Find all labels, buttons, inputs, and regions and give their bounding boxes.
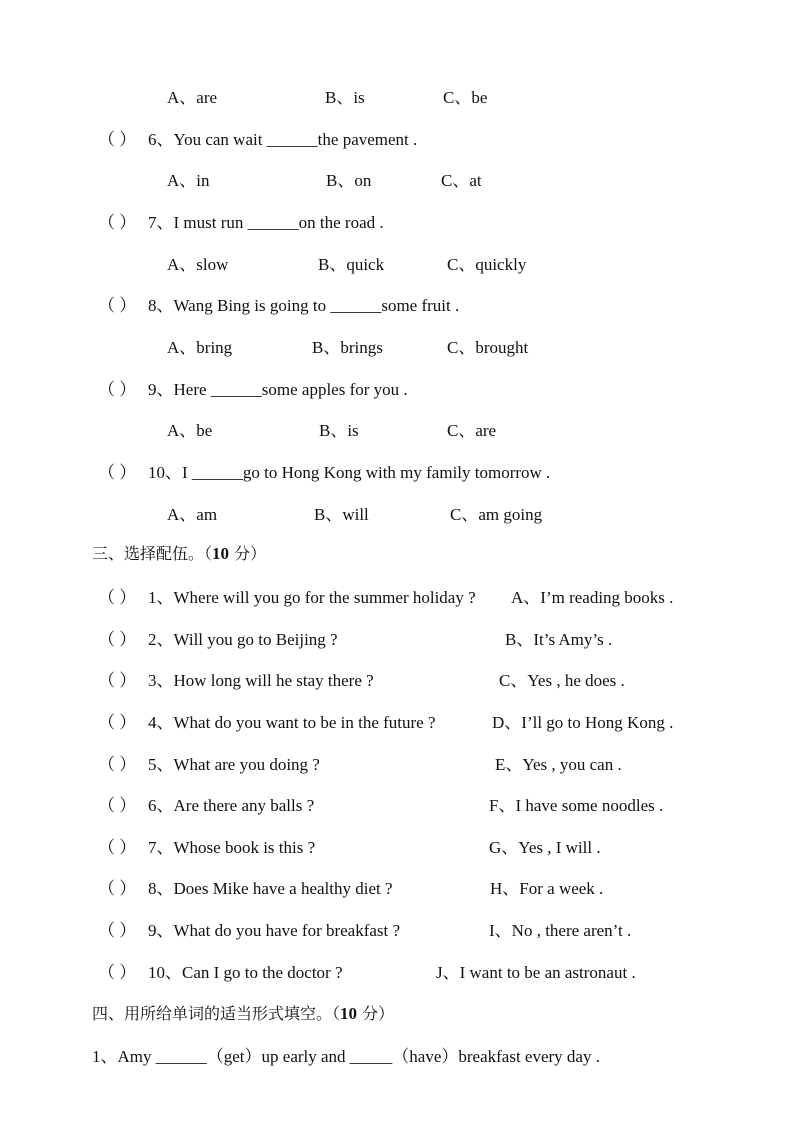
answer-blank: （ ） xyxy=(98,838,137,857)
option-a: A、am xyxy=(167,505,218,524)
question-text: 2、Will you go to Beijing ? xyxy=(148,630,338,649)
answer-blank: （ ） xyxy=(98,713,137,732)
option-c: C、am going xyxy=(450,505,543,524)
question-text: 5、What are you doing ? xyxy=(148,755,320,774)
option-c: C、at xyxy=(441,171,482,190)
answer-blank: （ ） xyxy=(98,630,137,649)
option-b: B、on xyxy=(326,171,372,190)
answer-blank: （ ） xyxy=(98,755,137,774)
match-answer: G、Yes , I will . xyxy=(489,838,601,857)
question-text: 10、Can I go to the doctor ? xyxy=(148,963,343,982)
question-text: 7、Whose book is this ? xyxy=(148,838,316,857)
q5-option-a: A、are xyxy=(167,88,218,107)
q5-option-b: B、is xyxy=(325,88,365,107)
match-answer: H、For a week . xyxy=(490,879,604,898)
answer-blank: （ ） xyxy=(98,130,137,149)
match-answer: E、Yes , you can . xyxy=(495,755,622,774)
option-a: A、in xyxy=(167,171,210,190)
answer-blank: （ ） xyxy=(98,879,137,898)
match-answer: B、It’s Amy’s . xyxy=(505,630,613,649)
question-text: 4、What do you want to be in the future ? xyxy=(148,713,436,732)
option-c: C、quickly xyxy=(447,255,527,274)
option-c: C、brought xyxy=(447,338,529,357)
match-answer: C、Yes , he does . xyxy=(499,671,625,690)
match-answer: A、I’m reading books . xyxy=(511,588,674,607)
question-text: 6、You can wait ______the pavement . xyxy=(148,130,418,149)
section-heading: 四、用所给单词的适当形式填空。（10 分） xyxy=(92,1004,395,1023)
answer-blank: （ ） xyxy=(98,671,137,690)
q5-option-c: C、be xyxy=(443,88,488,107)
match-answer: D、I’ll go to Hong Kong . xyxy=(492,713,674,732)
question-text: 8、Wang Bing is going to ______some fruit . xyxy=(148,296,460,315)
question-text: 9、What do you have for breakfast ? xyxy=(148,921,401,940)
option-b: B、brings xyxy=(312,338,383,357)
option-a: A、be xyxy=(167,421,213,440)
option-c: C、are xyxy=(447,421,497,440)
match-answer: F、I have some noodles . xyxy=(489,796,664,815)
answer-blank: （ ） xyxy=(98,588,137,607)
answer-blank: （ ） xyxy=(98,463,137,482)
question-text: 3、How long will he stay there ? xyxy=(148,671,374,690)
answer-blank: （ ） xyxy=(98,963,137,982)
answer-blank: （ ） xyxy=(98,796,137,815)
option-b: B、will xyxy=(314,505,369,524)
match-answer: I、No , there aren’t . xyxy=(489,921,632,940)
question-text: 6、Are there any balls ? xyxy=(148,796,315,815)
fill-in-question: 1、Amy ______（get）up early and _____（have）breakfast every day . xyxy=(92,1047,600,1066)
option-a: A、slow xyxy=(167,255,229,274)
question-text: 7、I must run ______on the road . xyxy=(148,213,384,232)
match-answer: J、I want to be an astronaut . xyxy=(436,963,636,982)
answer-blank: （ ） xyxy=(98,213,137,232)
answer-blank: （ ） xyxy=(98,380,137,399)
answer-blank: （ ） xyxy=(98,921,137,940)
option-a: A、bring xyxy=(167,338,233,357)
question-text: 9、Here ______some apples for you . xyxy=(148,380,408,399)
question-text: 10、I ______go to Hong Kong with my family tomorrow . xyxy=(148,463,551,482)
section-heading: 三、选择配伍。（10 分） xyxy=(92,544,267,563)
question-text: 8、Does Mike have a healthy diet ? xyxy=(148,879,393,898)
question-text: 1、Where will you go for the summer holiday ? xyxy=(148,588,476,607)
option-b: B、quick xyxy=(318,255,385,274)
answer-blank: （ ） xyxy=(98,296,137,315)
option-b: B、is xyxy=(319,421,359,440)
